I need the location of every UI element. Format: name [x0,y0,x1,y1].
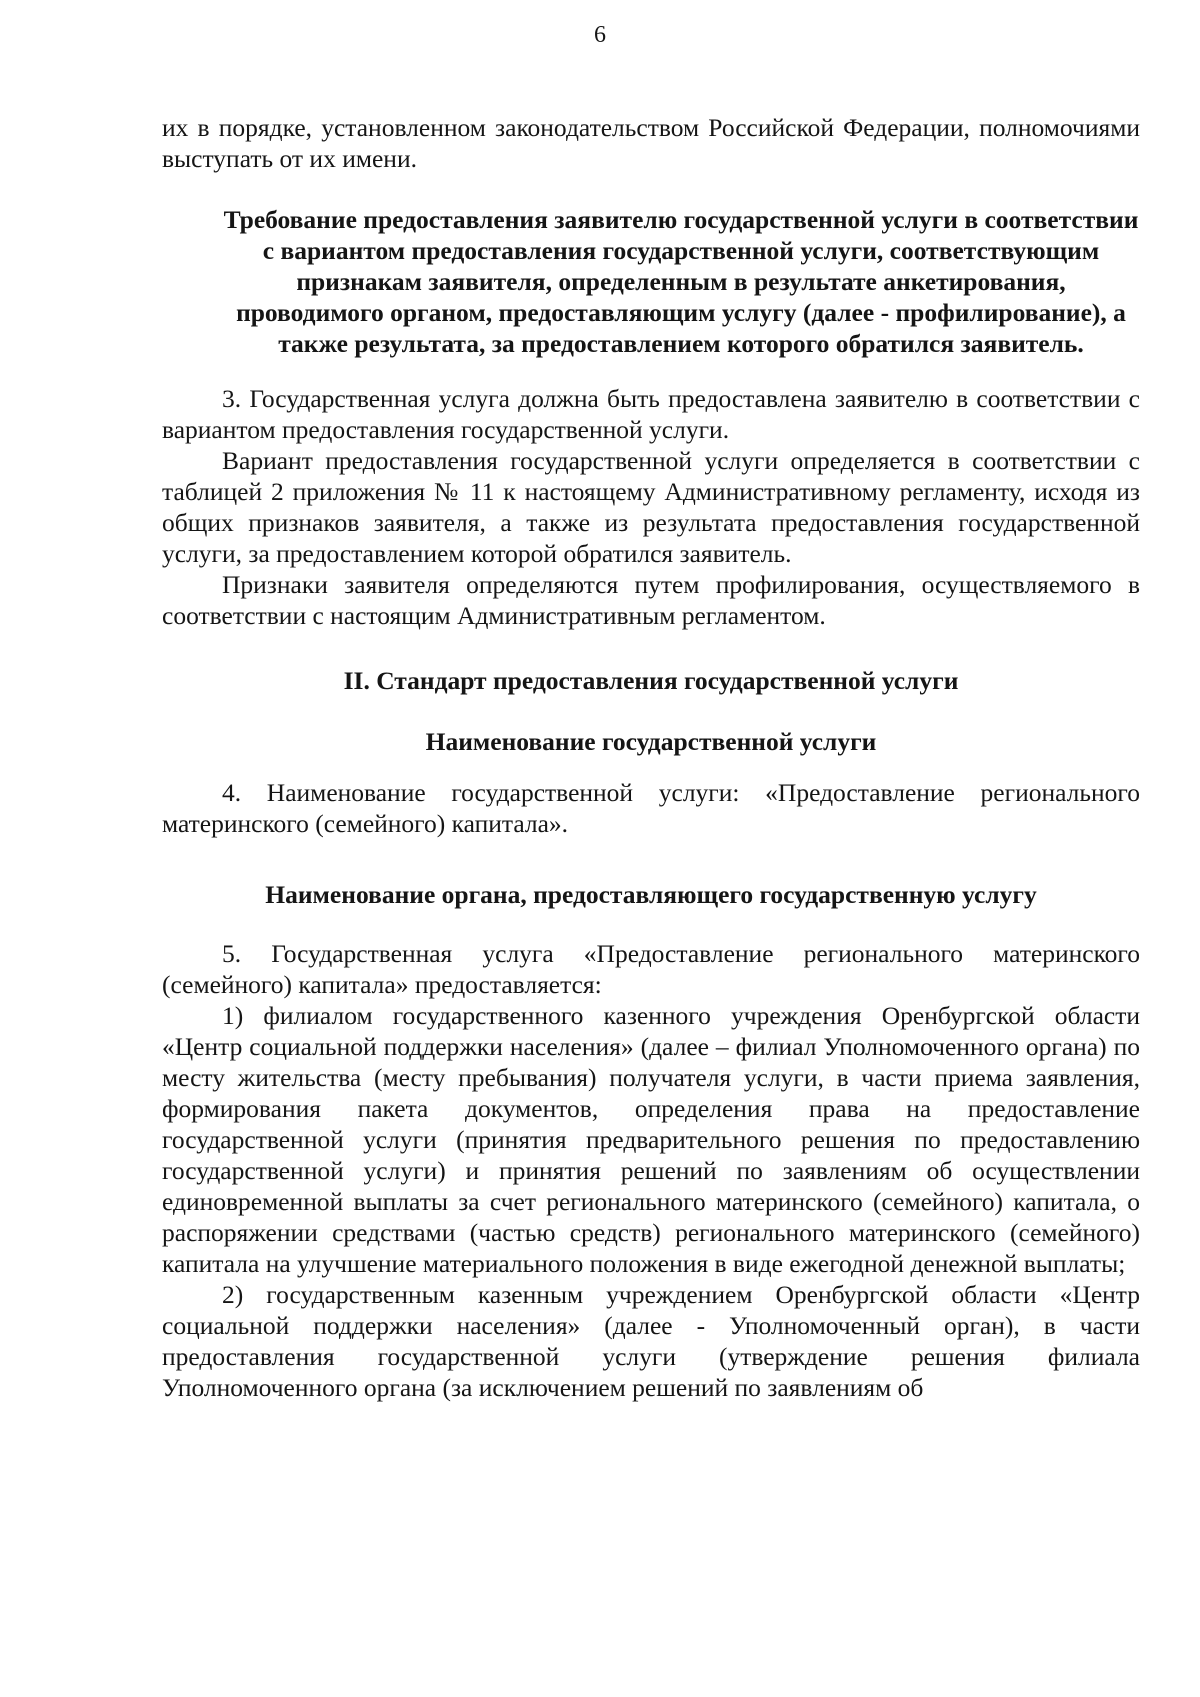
heading-service-name: Наименование государственной услуги [425,727,877,756]
paragraph-3-variant: Вариант предоставления государственной услуги определяется в соответствии с таблицей 2 приложения № 11 к настоящему Административному регламенту, исходя из общих признаков заявителя, а также из результата предоставления государственной услуги, за предоставлением которой обратился заявитель. [162,446,1140,568]
page-number: 6 [594,22,606,48]
paragraph-3: 3. Государственная услуга должна быть предоставлена заявителю в соответствии с вариантом предоставления государственной услуги. [162,384,1140,444]
paragraph-intro: их в порядке, установленном законодательством Российской Федерации, полномочиями выступать от их имени. [162,113,1140,173]
paragraph-5-item-2: 2) государственным казенным учреждением Оренбургской области «Центр социальной поддержки населения» (далее - Уполномоченный орган), в части предоставления государственной услуги (утверждение решения филиала Уполномоченного органа (за исключением решений по заявлениям об [162,1280,1140,1402]
paragraph-3-signs: Признаки заявителя определяются путем профилирования, осуществляемого в соответствии с настоящим Административным регламентом. [162,570,1140,630]
paragraph-5-item-1: 1) филиалом государственного казенного учреждения Оренбургской области «Центр социальной поддержки населения» (далее – филиал Уполномоченного органа) по месту жительства (месту пребывания) получателя услуги, в части приема заявления, формирования пакета документов, определения права на предоставление государственной услуги (принятия предварительного решения по предоставлению государственной услуги) и принятия решений по заявлениям об осуществлении единовременной выплаты за счет регионального материнского (семейного) капитала, о распоряжении средствами (частью средств) регионального материнского (семейного) капитала на улучшение материального положения в виде ежегодной денежной выплаты; [162,1001,1140,1278]
heading-section-2: II. Стандарт предоставления государственной услуги [343,666,959,695]
paragraph-5: 5. Государственная услуга «Предоставление регионального материнского (семейного) капитала» предоставляется: [162,939,1140,999]
heading-organ: Наименование органа, предоставляющего государственную услугу [265,880,1037,909]
heading-profiling: Требование предоставления заявителю государственной услуги в соответствии с вариантом предоставления государственной услуги, соответствующим признакам заявителя, определенным в результате анкетирования, проводимого органом, предоставляющим услугу (далее - профилирование), а также результата, за предоставлением которого обратился заявитель. [223,205,1139,358]
document-body [162,112,1140,1403]
paragraph-4: 4. Наименование государственной услуги: «Предоставление регионального материнского (семейного) капитала». [162,778,1140,838]
